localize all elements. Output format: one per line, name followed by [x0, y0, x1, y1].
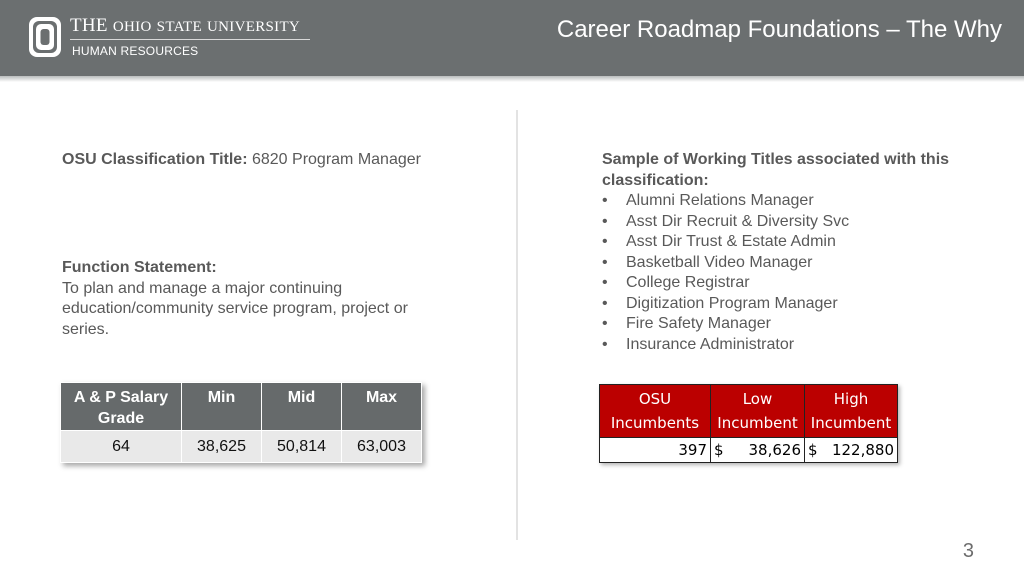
high-incumbent-cell: [805, 438, 898, 463]
wordmark-the: THE: [70, 15, 108, 36]
function-statement: [62, 258, 482, 340]
high-incumbent-header: [805, 385, 898, 438]
working-titles-heading: [602, 150, 997, 191]
max-header: Max: [342, 383, 422, 431]
working-titles-list: [602, 191, 997, 355]
high-incumbent-value: 122,880: [831, 441, 894, 459]
list-item: • College Registrar: [602, 273, 997, 294]
header-line: OSU: [638, 390, 672, 408]
classification-label: OSU Classification Title:: [62, 151, 248, 168]
min-cell: 38,625: [182, 431, 262, 463]
list-item: • Insurance Administrator: [602, 335, 997, 356]
table-row: [600, 438, 898, 463]
currency-symbol: $: [714, 441, 724, 459]
low-incumbent-value: 38,626: [748, 441, 801, 459]
header-line: Incumbents: [610, 414, 700, 432]
incumbent-table: [599, 384, 898, 463]
mid-cell: 50,814: [262, 431, 342, 463]
university-wordmark: [70, 15, 300, 37]
function-statement-line: To plan and manage a major continuing: [62, 279, 343, 297]
wordmark-state: STATE: [156, 19, 202, 35]
working-titles-heading-line: classification:: [602, 171, 709, 189]
list-item: • Basketball Video Manager: [602, 253, 997, 274]
low-incumbent-header: [711, 385, 805, 438]
block-o-logo-icon: [28, 16, 62, 58]
classification-value: 6820 Program Manager: [251, 151, 421, 168]
header-line: Incumbent: [810, 414, 892, 432]
low-incumbent-cell: [711, 438, 805, 463]
table-row: [61, 431, 422, 463]
header-shadow: [0, 76, 1024, 82]
mid-header: Mid: [262, 383, 342, 431]
function-statement-line: education/community service program, project or: [62, 300, 408, 317]
function-statement-line: series.: [62, 320, 110, 338]
min-header: Min: [182, 383, 262, 431]
wordmark-rule: [70, 39, 310, 40]
salary-grade-table: [60, 382, 422, 463]
list-item: • Asst Dir Trust & Estate Admin: [602, 232, 997, 253]
working-titles-section: [602, 150, 997, 355]
table-header-row: [61, 383, 422, 431]
header-line: Low: [742, 390, 773, 408]
working-titles-heading-line: Sample of Working Titles associated with this: [602, 151, 950, 168]
list-item: • Digitization Program Manager: [602, 294, 997, 315]
page-number: 3: [962, 540, 974, 562]
salary-grade-cell: 64: [61, 431, 182, 463]
list-item: • Fire Safety Manager: [602, 314, 997, 335]
wordmark-ohio: OHIO: [112, 19, 152, 35]
classification-title: [62, 150, 502, 171]
osu-incumbents-header: [600, 385, 711, 438]
function-statement-label: Function Statement:: [62, 259, 217, 276]
column-divider: [516, 110, 518, 540]
wordmark-university: UNIVERSITY: [207, 19, 301, 35]
slide-title: Career Roadmap Foundations – The Why: [556, 16, 1002, 43]
header-line: Incumbent: [717, 414, 798, 432]
max-cell: 63,003: [342, 431, 422, 463]
header-bar: [0, 0, 1024, 76]
incumbent-count-cell: 397: [600, 438, 711, 463]
list-item: • Asst Dir Recruit & Diversity Svc: [602, 212, 997, 233]
department-name: HUMAN RESOURCES: [72, 44, 199, 58]
salary-grade-header: A & P Salary Grade: [61, 383, 182, 431]
list-item: • Alumni Relations Manager: [602, 191, 997, 212]
currency-symbol: $: [808, 441, 818, 459]
table-header-row: [600, 385, 898, 438]
header-line: High: [833, 390, 869, 408]
